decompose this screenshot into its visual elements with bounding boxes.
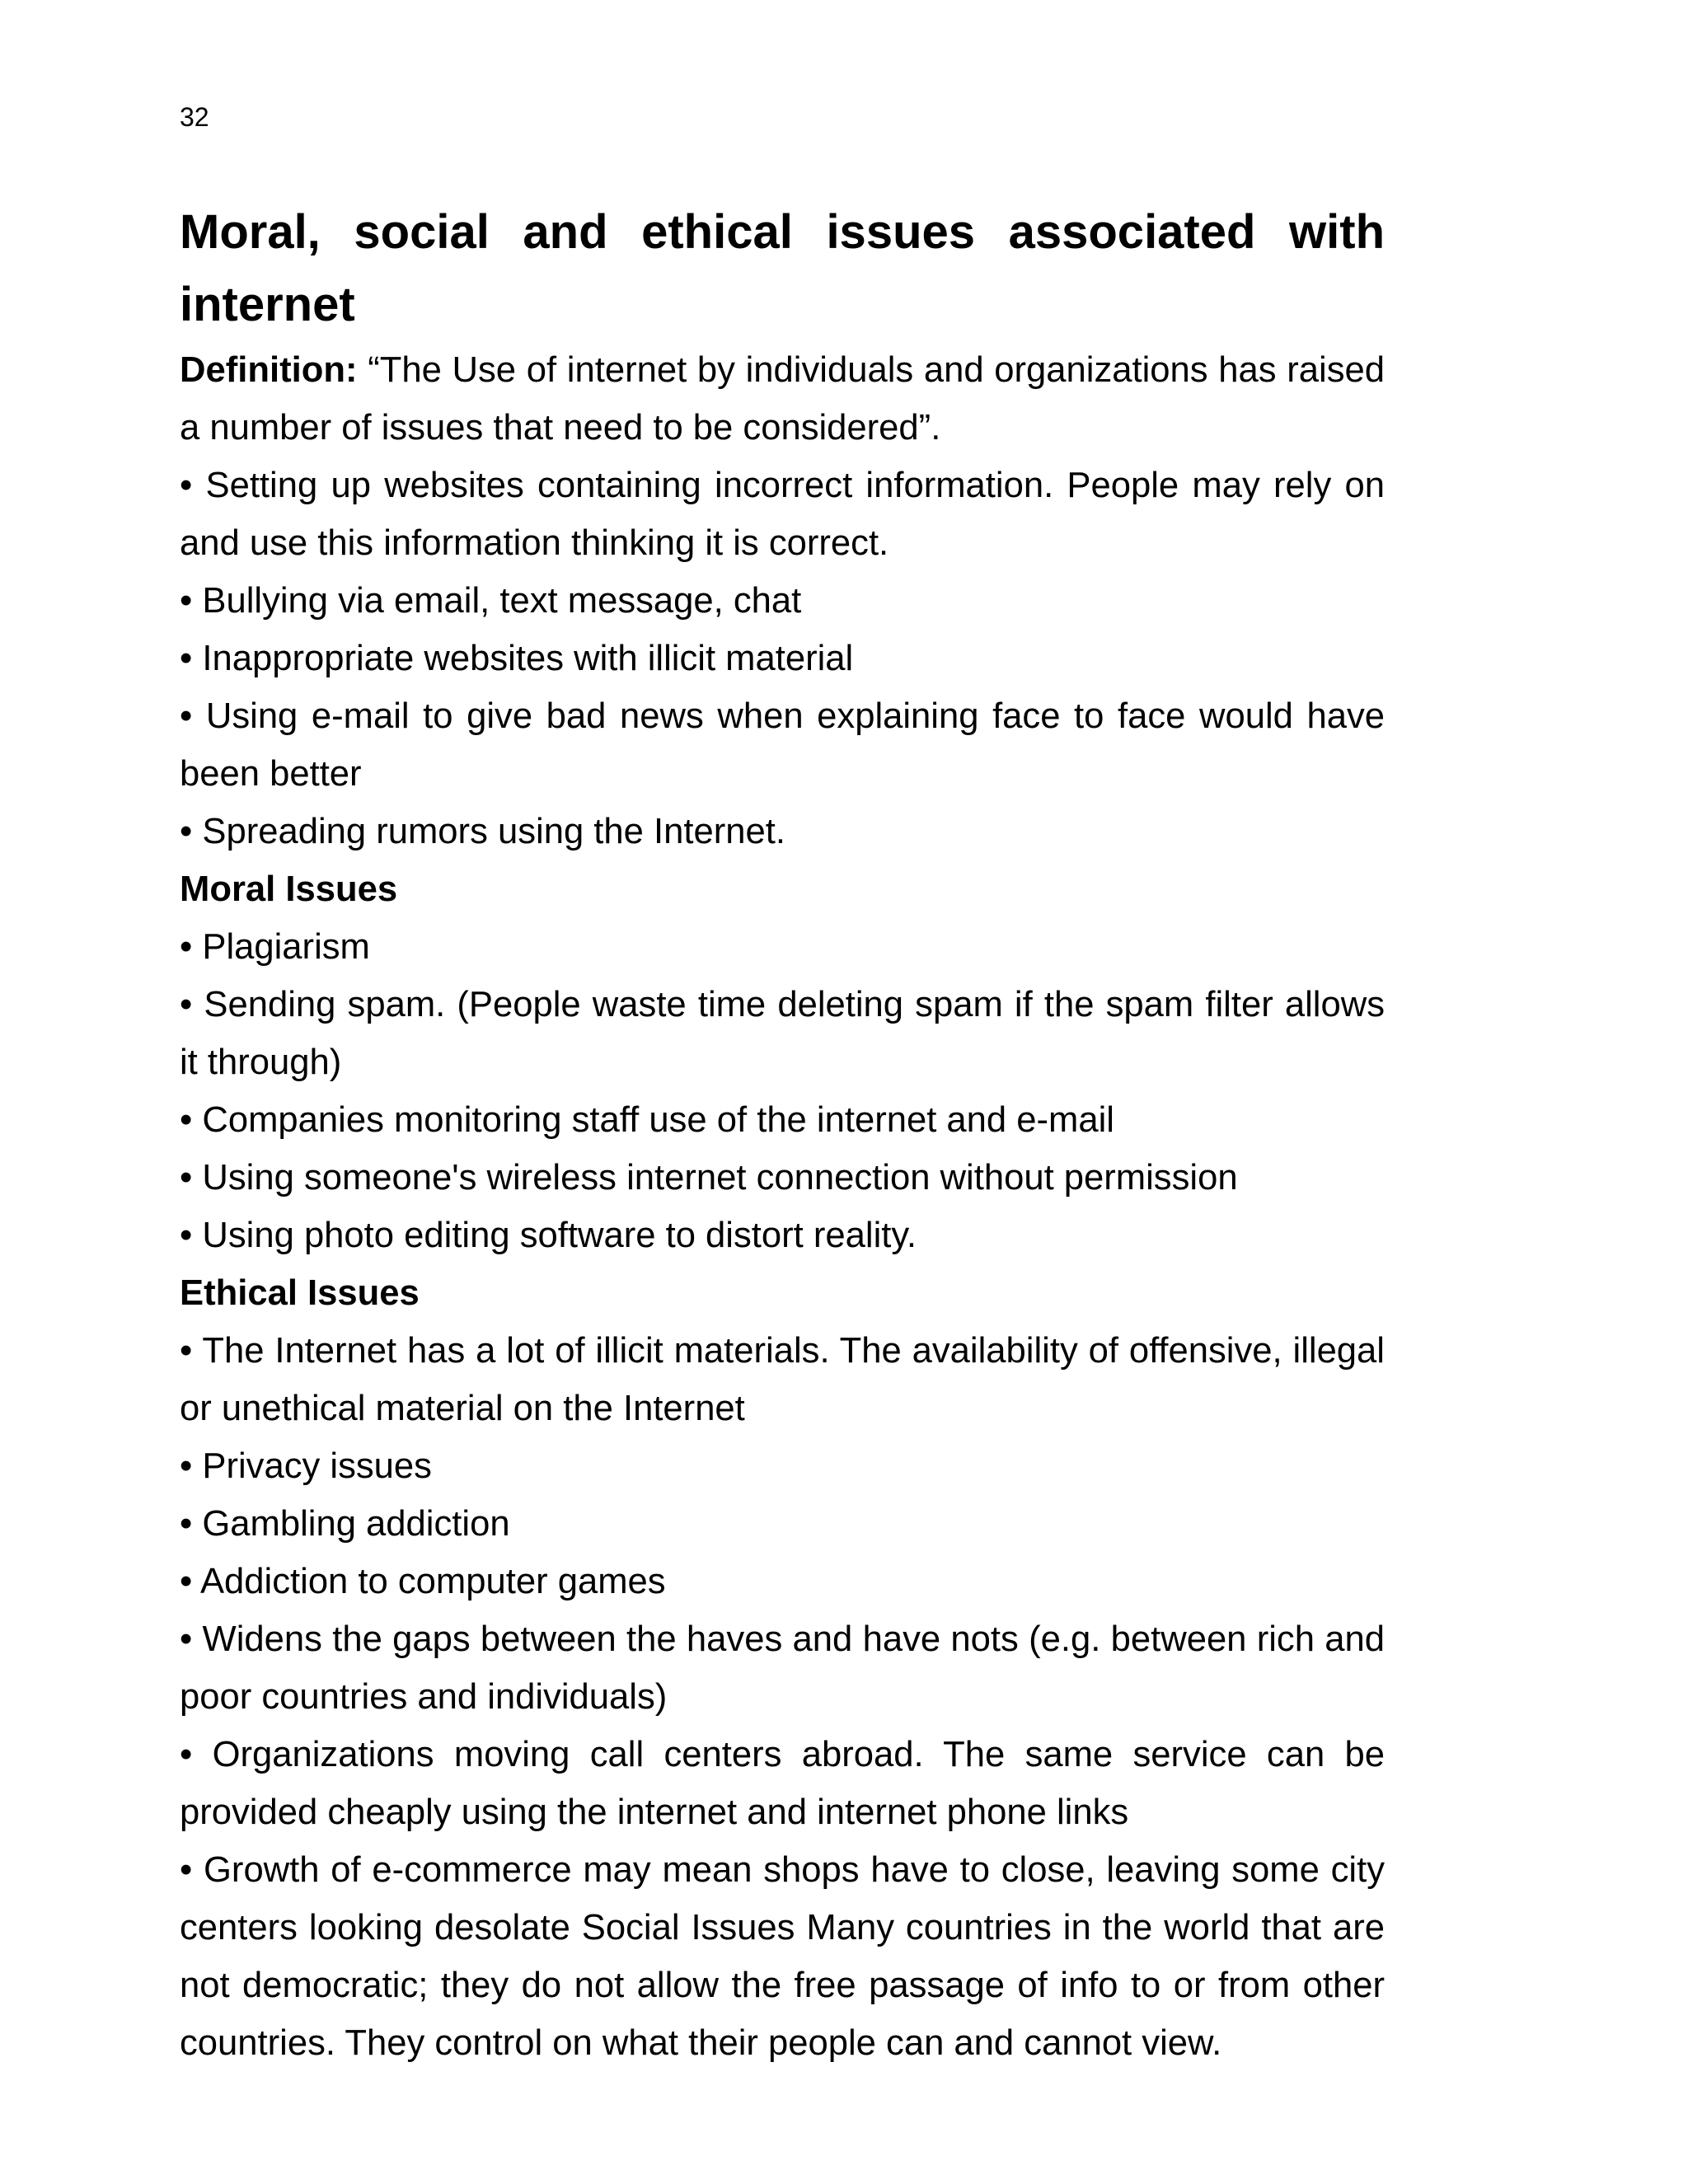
list-item: • The Internet has a lot of illicit materials. The availability of offensive, illegal or unethical material on the Internet bbox=[180, 1331, 1385, 1428]
page-title: Moral, social and ethical issues associated with internet bbox=[180, 205, 1385, 331]
list-item: • Widens the gaps between the haves and have nots (e.g. between rich and poor countries and individuals) bbox=[180, 1619, 1385, 1717]
list-item: • Growth of e-commerce may mean shops have to close, leaving some city centers looking desolate Social Issues Many countries in the world that are not democratic; they do not allow the free passage of info to or from other countries. They control on what their people can and cannot view. bbox=[180, 1850, 1385, 2063]
list-item: • Gambling addiction bbox=[180, 1504, 510, 1544]
list-item: • Sending spam. (People waste time deleting spam if the spam filter allows it through) bbox=[180, 985, 1385, 1082]
definition-label: Definition: bbox=[180, 350, 358, 390]
list-item: • Privacy issues bbox=[180, 1446, 432, 1486]
list-item: • Using e-mail to give bad news when explaining face to face would have been better bbox=[180, 696, 1385, 794]
list-item: • Using photo editing software to distort reality. bbox=[180, 1216, 917, 1255]
list-item: • Using someone's wireless internet connection without permission bbox=[180, 1158, 1238, 1197]
list-item: • Plagiarism bbox=[180, 927, 370, 967]
list-item: • Bullying via email, text message, chat bbox=[180, 581, 802, 621]
ethical-issues-heading: Ethical Issues bbox=[180, 1273, 420, 1313]
list-item: • Inappropriate websites with illicit material bbox=[180, 639, 854, 678]
list-item: • Spreading rumors using the Internet. bbox=[180, 812, 785, 851]
document-body bbox=[180, 196, 1385, 2072]
list-item: • Companies monitoring staff use of the internet and e-mail bbox=[180, 1100, 1114, 1140]
definition-paragraph bbox=[180, 341, 1385, 457]
list-item: • Addiction to computer games bbox=[180, 1562, 666, 1601]
list-item: • Setting up websites containing incorrect information. People may rely on and use this information thinking it is correct. bbox=[180, 466, 1385, 563]
list-item: • Organizations moving call centers abroad. The same service can be provided cheaply using the internet and internet phone links bbox=[180, 1735, 1385, 1832]
definition-text: “The Use of internet by individuals and organizations has raised a number of issues that need to be considered”. bbox=[180, 350, 1385, 448]
page-number: 32 bbox=[180, 102, 209, 132]
moral-issues-heading: Moral Issues bbox=[180, 869, 398, 909]
